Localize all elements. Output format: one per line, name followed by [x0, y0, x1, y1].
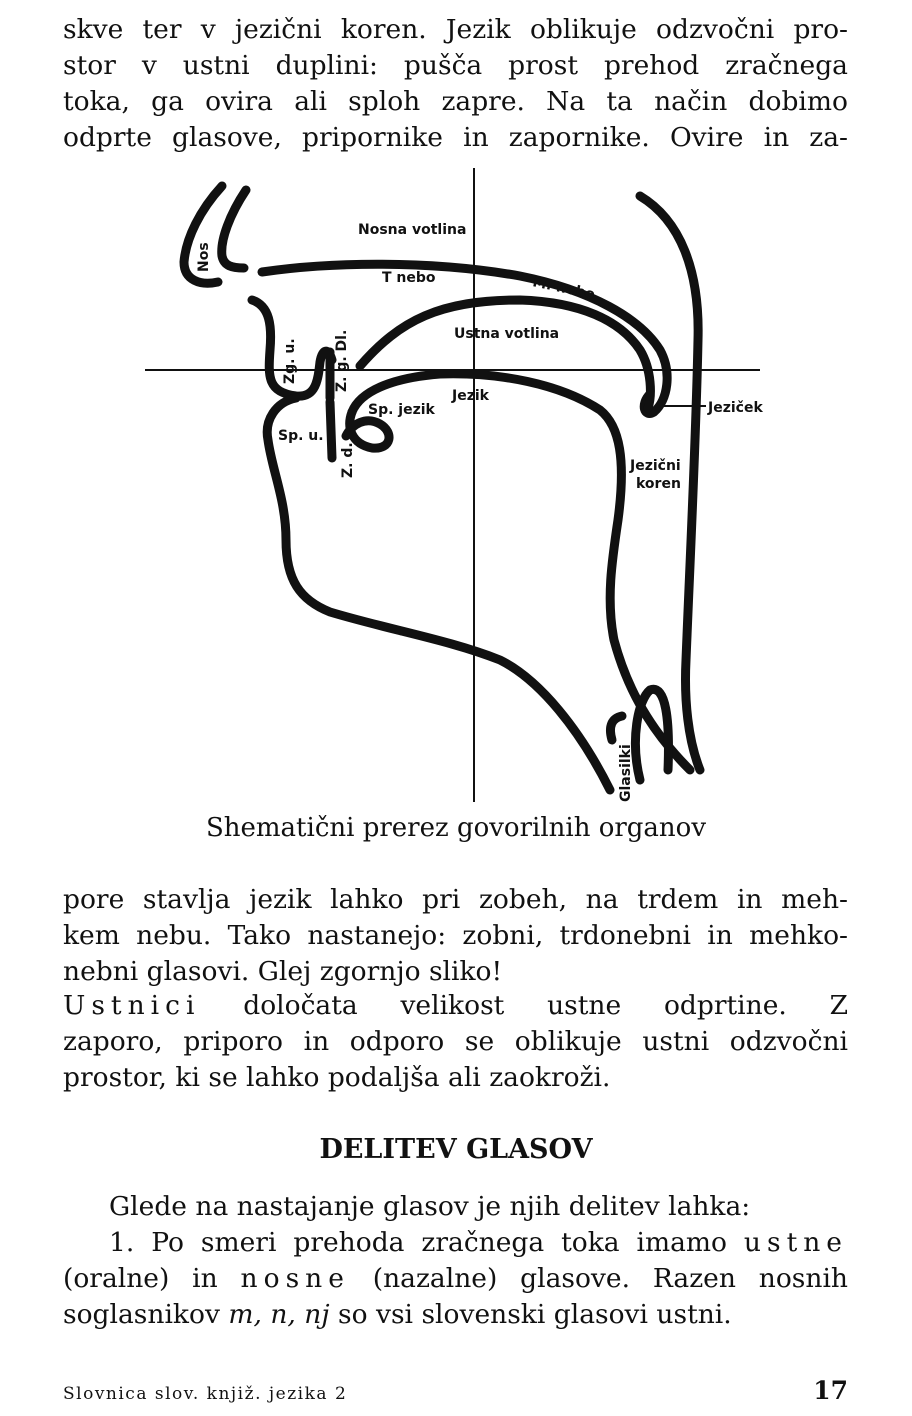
label-koren: koren	[636, 476, 681, 492]
spaced-term: nosne	[240, 1263, 350, 1294]
text-line	[63, 1225, 848, 1261]
label-nosna-votlina: Nosna votlina	[358, 222, 467, 238]
text-line: prostor, ki se lahko podaljša ali zaokroži.	[63, 1062, 611, 1093]
italic-nj: nj	[304, 1299, 330, 1330]
text-line: toka, ga ovira ali sploh zapre. Na ta način dobimo	[63, 86, 848, 117]
page-number: 17	[813, 1376, 848, 1405]
text-line: kem nebu. Tako nastanejo: zobni, trdonebni in mehko-	[63, 920, 848, 951]
text-line: odprte glasove, pripornike in zapornike. Ovire in za-	[63, 122, 848, 153]
label-sp-jezik: Sp. jezik	[368, 402, 435, 418]
text-segment: soglasnikov	[63, 1299, 229, 1330]
label-ustna-votlina: Ustna votlina	[454, 326, 560, 342]
chin-outline	[267, 398, 610, 790]
nose-outline-inner	[222, 190, 246, 268]
text-segment: določata velikost ustne odprtine. Z	[200, 990, 848, 1021]
label-zg-u: Zg. u.	[282, 338, 298, 384]
label-t-nebo: T nebo	[382, 270, 436, 286]
label-m-nebo: M. nebo	[531, 274, 597, 304]
text-line: pore stavlja jezik lahko pri zobeh, na trdem in meh-	[63, 884, 848, 915]
text-line	[63, 1297, 848, 1333]
figure-caption: Shematični prerez govorilnih organov	[205, 813, 707, 843]
label-z-d: Z. d.	[340, 442, 356, 478]
paragraph-lips	[63, 988, 848, 1096]
lower-teeth	[330, 402, 332, 458]
footer-book-title: Slovnica slov. knjiž. jezika 2	[63, 1384, 348, 1404]
text-segment: 1. Po smeri prehoda zračnega toka imamo	[109, 1227, 744, 1258]
label-z-g-dl: Z. g. Dl.	[334, 329, 350, 392]
text-line	[63, 1261, 848, 1297]
spaced-term: Ustnici	[63, 990, 201, 1021]
text-line: zaporo, priporo in odporo se oblikuje ustni odzvočni	[63, 1026, 848, 1057]
label-glasilki: Glasilki	[618, 744, 634, 802]
paragraph-obstacles	[63, 882, 848, 990]
italic-n: n,	[270, 1299, 296, 1330]
label-jezicni: Jezični	[630, 458, 681, 474]
label-jezik: Jezik	[452, 388, 489, 404]
text-line: stor v ustni duplini: pušča prost prehod zračnega	[63, 50, 848, 81]
text-line: skve ter v jezični koren. Jezik oblikuje odzvočni pro-	[63, 14, 848, 45]
text-line	[63, 988, 848, 1024]
italic-m: m,	[228, 1299, 262, 1330]
text-segment: so vsi slovenski glasovi ustni.	[329, 1299, 732, 1330]
spaced-term: ustne	[743, 1227, 848, 1258]
text-line: Glede na nastajanje glasov je njih delitev lahka:	[109, 1191, 751, 1222]
text-line: nebni glasovi. Glej zgornjo sliko!	[63, 956, 503, 987]
label-sp-u: Sp. u.	[278, 428, 324, 444]
text-segment: (nazalne) glasove. Razen nosnih	[349, 1263, 848, 1294]
text-segment: (oralne) in	[63, 1263, 241, 1294]
oral-cavity-arc	[360, 300, 650, 408]
label-nos: Nos	[196, 242, 212, 272]
section-heading: DELITEV GLASOV	[319, 1134, 593, 1165]
label-jezicek: Jeziček	[708, 400, 763, 416]
vocal-cord-small	[610, 716, 622, 740]
paragraph-classification	[63, 1189, 848, 1333]
